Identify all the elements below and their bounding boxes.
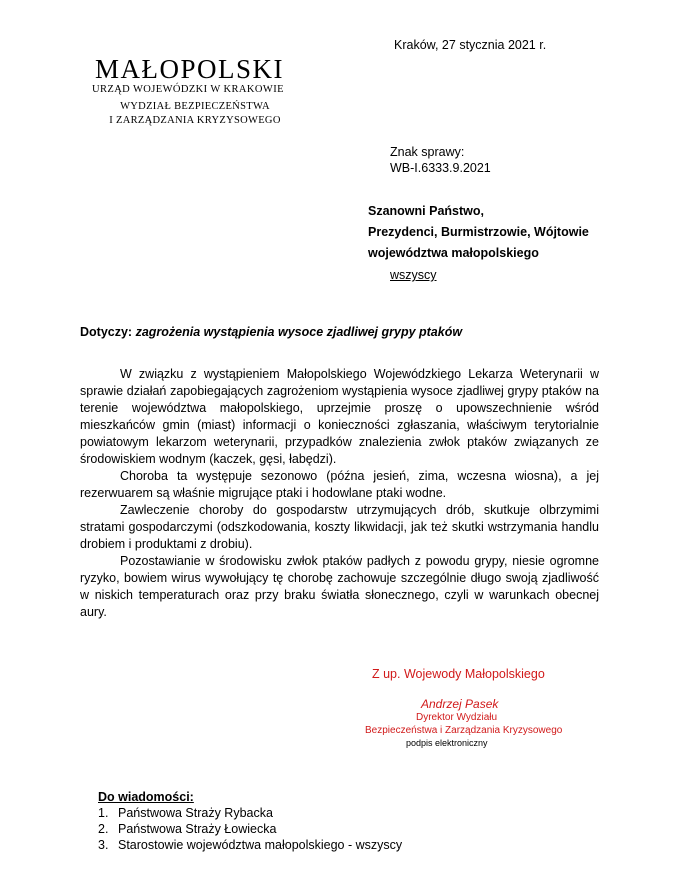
list-item — [98, 821, 402, 837]
department-name — [95, 100, 295, 128]
addressee-line-4: wszyscy — [390, 268, 437, 282]
list-item-text: Starostowie województwa małopolskiego - wszyscy — [118, 838, 403, 852]
addressee-line-1: Szanowni Państwo, — [368, 204, 484, 218]
list-item-number: 2. — [98, 822, 109, 836]
body-paragraph-2: Choroba ta występuje sezonowo (późna jesień, zima, wczesna wiosna), a jej rezerwuarem są właśnie migrujące ptaki i hodowlane ptaki wodne. — [80, 469, 599, 500]
body-paragraph-3: Zawleczenie choroby do gospodarstw utrzymujących drób, skutkuje olbrzymimi stratami gospodarczymi (odszkodowania, koszty likwidacji, jak też skutki wstrzymania handlu drobiem i produktami z drobiu). — [80, 503, 599, 551]
list-item-text: Państwowa Straży Łowiecka — [118, 822, 277, 836]
letter-body — [80, 366, 599, 621]
list-item — [98, 805, 402, 821]
signature-name: Andrzej Pasek — [421, 697, 499, 711]
reference-label: Znak sprawy: — [390, 145, 465, 159]
logo-subtitle: URZĄD WOJEWÓDZKI W KRAKOWIE — [92, 84, 284, 95]
cc-list — [98, 805, 402, 853]
letter-date: Kraków, 27 stycznia 2021 r. — [394, 38, 547, 52]
cc-title: Do wiadomości: — [98, 790, 194, 804]
subject-text: zagrożenia wystąpienia wysoce zjadliwej grypy ptaków — [132, 325, 463, 339]
department-line-1: WYDZIAŁ BEZPIECZEŃSTWA — [120, 101, 270, 112]
list-item-number: 1. — [98, 806, 109, 820]
signature-department: Bezpieczeństwa i Zarządzania Kryzysowego — [365, 725, 563, 736]
reference-value: WB-I.6333.9.2021 — [390, 161, 491, 175]
logo-title: MAŁOPOLSKI — [95, 54, 285, 84]
list-item-number: 3. — [98, 838, 109, 852]
list-item-text: Państwowa Straży Rybacka — [118, 806, 273, 820]
subject-label: Dotyczy: — [80, 325, 133, 339]
list-item — [98, 837, 402, 853]
body-paragraph-1: W związku z wystąpieniem Małopolskiego Wojewódzkiego Lekarza Weterynarii w sprawie działań zapobiegających zagrożeniom wystąpienia wysoce zjadliwej grypy ptaków na terenie województwa małopolskiego, uprzejmie proszę o upowszechnienie wśród mieszkańców gmin (miast) informacji o konieczności zgłaszania, właściwym terytorialnie powiatowym lekarzom weterynarii, przypadków znalezienia zwłok ptaków związanych ze środowiskiem wodnym (kaczek, gęsi, łabędzi). — [80, 367, 599, 466]
signature-title: Dyrektor Wydziału — [416, 712, 498, 723]
signature-on-behalf: Z up. Wojewody Małopolskiego — [372, 667, 545, 681]
body-paragraph-4: Pozostawianie w środowisku zwłok ptaków padłych z powodu grypy, niesie ogromne ryzyko, bowiem wirus wywołujący tę chorobę zachowuje szczególnie długo swoją zjadliwość w niskich temperaturach oraz przy braku światła słonecznego, czyli w warunkach obecnej aury. — [80, 554, 599, 619]
department-line-2: I ZARZĄDZANIA KRYZYSOWEGO — [109, 115, 281, 126]
addressee-line-3: województwa małopolskiego — [368, 246, 539, 260]
signature-note: podpis elektroniczny — [406, 738, 488, 748]
subject-line — [80, 325, 462, 339]
addressee-line-2: Prezydenci, Burmistrzowie, Wójtowie — [368, 225, 589, 239]
